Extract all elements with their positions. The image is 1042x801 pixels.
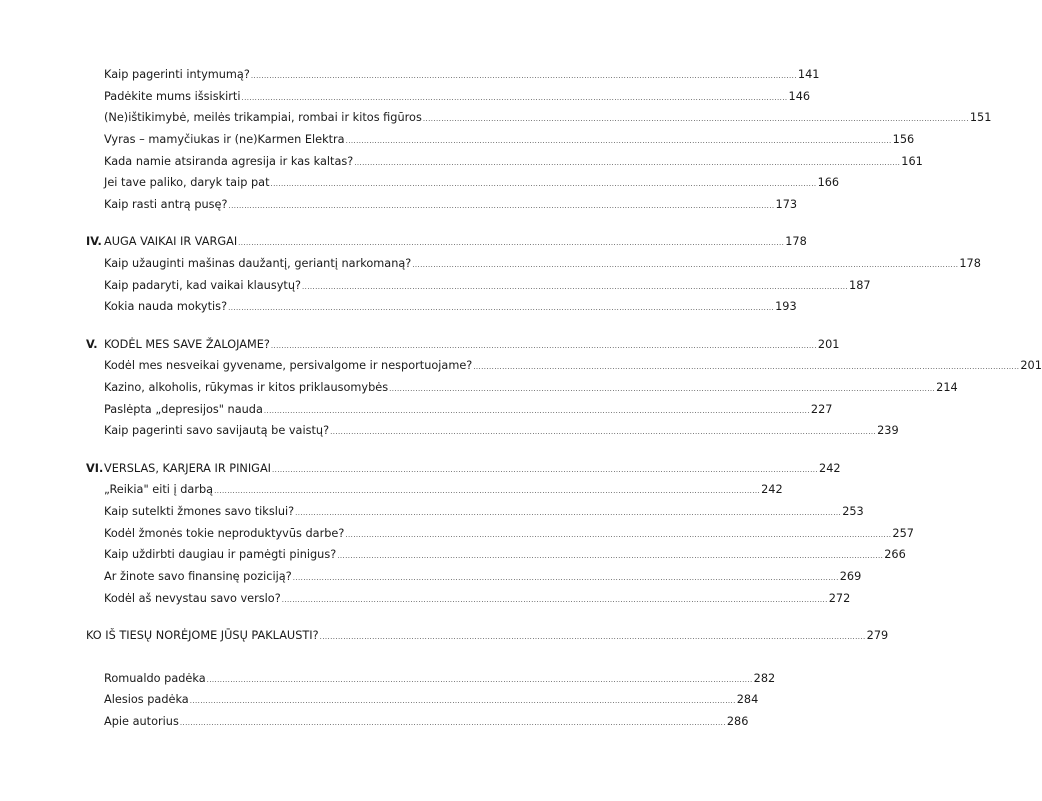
toc-entry[interactable]: [86, 424, 899, 446]
page-number: 284: [736, 693, 759, 707]
entry-title: Vyras – mamyčiukas ir (ne)Karmen Elektra: [104, 133, 345, 147]
toc-chapter-entry[interactable]: [86, 337, 840, 360]
entry-title: Kokia nauda mokytis?: [104, 300, 228, 314]
entry-title: Alesios padėka: [104, 693, 189, 707]
dot-leader: [214, 487, 760, 495]
page-number: 272: [828, 591, 851, 605]
dot-leader: [228, 202, 774, 210]
entry-title: Kodėl aš nevystau savo verslo?: [104, 591, 281, 605]
entry-title: VERSLAS, KARJERA IR PINIGAI: [104, 461, 271, 475]
toc-entry[interactable]: [86, 89, 811, 112]
dot-leader: [228, 304, 774, 312]
section-gap: [86, 446, 484, 462]
chapter-number: IV.: [86, 235, 102, 249]
page-number: 151: [969, 111, 992, 125]
entry-title: Jei tave paliko, daryk taip pat: [104, 176, 270, 190]
toc-entry[interactable]: [86, 628, 889, 651]
dot-leader: [302, 283, 848, 291]
dot-leader: [423, 115, 969, 123]
page-number: 214: [936, 380, 958, 394]
toc-entry[interactable]: [86, 359, 1042, 381]
toc-entry[interactable]: [86, 402, 833, 425]
page-number: 201: [817, 337, 840, 351]
entry-title: AUGA VAIKAI IR VARGAI: [104, 235, 238, 249]
entry-title: Kodėl mes nesveikai gyvename, persivalgome ir nesportuojame?: [104, 359, 473, 373]
entry-title: Kaip pagerinti savo savijautą be vaistų?: [104, 424, 330, 438]
dot-leader: [295, 509, 841, 517]
toc-chapter-entry[interactable]: [86, 235, 807, 257]
toc-entry[interactable]: [86, 154, 923, 177]
section-gap: [86, 220, 484, 236]
entry-title: „Reikia" eiti į darbą: [104, 483, 214, 497]
dot-leader: [473, 363, 1019, 371]
entry-title: Kaip užauginti mašinas daužantį, geriantį narkomaną?: [104, 257, 412, 270]
dot-leader: [354, 159, 900, 167]
entry-title: Kaip rasti antrą pusę?: [104, 198, 228, 212]
page-number: 257: [892, 526, 914, 540]
dot-leader: [412, 261, 958, 269]
entry-title: KODĖL MES SAVE ŽALOJAME?: [104, 337, 270, 351]
page-number: 156: [892, 133, 915, 147]
toc-entry[interactable]: [86, 504, 864, 527]
page-number: 187: [849, 278, 871, 292]
entry-title: Apie autorius: [104, 714, 179, 728]
dot-leader: [207, 676, 753, 684]
section-gap: [86, 651, 484, 672]
page-number: 193: [775, 300, 797, 314]
dot-leader: [251, 72, 797, 80]
page-number: 282: [753, 671, 776, 685]
toc-entry[interactable]: [86, 68, 820, 90]
toc-entry[interactable]: [86, 548, 906, 570]
dot-leader: [282, 596, 828, 604]
toc-entry[interactable]: [86, 257, 981, 279]
page-number: 239: [877, 424, 899, 438]
page-number: 141: [797, 68, 820, 81]
toc-entry[interactable]: [86, 176, 840, 198]
page-number: 173: [775, 198, 798, 212]
page-number: 166: [817, 176, 840, 190]
page-number: 286: [726, 714, 749, 728]
section-gap: [86, 613, 484, 629]
dot-leader: [238, 239, 784, 247]
toc-entry[interactable]: [86, 591, 851, 614]
page-number: 279: [866, 628, 889, 642]
toc-entry[interactable]: [86, 111, 992, 133]
toc-entry[interactable]: [86, 671, 776, 694]
page-number: 242: [761, 483, 783, 497]
dot-leader: [293, 574, 839, 582]
toc-chapter-entry[interactable]: [86, 461, 841, 484]
dot-leader: [190, 697, 736, 705]
table-of-contents: [86, 68, 1042, 737]
dot-leader: [337, 552, 883, 560]
dot-leader: [180, 719, 726, 727]
page-number: 253: [842, 504, 864, 518]
toc-entry[interactable]: [86, 133, 915, 155]
dot-leader: [241, 94, 787, 102]
dot-leader: [320, 633, 866, 641]
dot-leader: [346, 137, 892, 145]
toc-entry[interactable]: [86, 278, 871, 301]
dot-leader: [271, 342, 817, 350]
dot-leader: [264, 407, 810, 415]
page-number: 178: [959, 257, 981, 270]
entry-title: KO IŠ TIESŲ NORĖJOME JŪSŲ PAKLAUSTI?: [86, 628, 319, 642]
page-number: 178: [785, 235, 807, 249]
page-number: 266: [884, 548, 906, 562]
page-number: 242: [819, 461, 841, 475]
entry-title: Paslėpta „depresijos" nauda: [104, 402, 263, 416]
toc-entry[interactable]: [86, 380, 958, 403]
page-number: 146: [788, 89, 811, 103]
dot-leader: [389, 385, 935, 393]
entry-title: Kaip sutelkti žmones savo tikslui?: [104, 504, 295, 518]
entry-title: Kaip uždirbti daugiau ir pamėgti pinigus?: [104, 548, 337, 562]
entry-title: Kaip padaryti, kad vaikai klausytų?: [104, 278, 301, 292]
entry-title: Kaip pagerinti intymumą?: [104, 68, 250, 81]
toc-entry[interactable]: [86, 483, 783, 505]
toc-entry[interactable]: [86, 714, 749, 737]
toc-entry[interactable]: [86, 693, 759, 715]
entry-title: (Ne)ištikimybė, meilės trikampiai, rombai ir kitos figūros: [104, 111, 422, 125]
toc-entry[interactable]: [86, 526, 914, 549]
dot-leader: [330, 428, 876, 436]
dot-leader: [345, 531, 891, 539]
page-number: 161: [901, 154, 923, 168]
entry-title: Romualdo padėka: [104, 671, 206, 685]
entry-title: Ar žinote savo finansinę poziciją?: [104, 569, 292, 583]
entry-title: Kada namie atsiranda agresija ir kas kaltas?: [104, 154, 354, 168]
section-gap: [86, 322, 484, 338]
dot-leader: [271, 180, 817, 188]
chapter-number: VI.: [86, 461, 104, 475]
toc-entry[interactable]: [86, 300, 797, 322]
dot-leader: [272, 466, 818, 474]
entry-title: Padėkite mums išsiskirti: [104, 89, 241, 103]
entry-title: Kazino, alkoholis, rūkymas ir kitos priklausomybės: [104, 380, 389, 394]
page-number: 201: [1020, 359, 1042, 373]
page-number: 269: [839, 569, 862, 583]
entry-title: Kodėl žmonės tokie neproduktyvūs darbe?: [104, 526, 345, 540]
toc-entry[interactable]: [86, 198, 798, 220]
toc-entry[interactable]: [86, 569, 862, 592]
page-number: 227: [810, 402, 833, 416]
chapter-number: V.: [86, 337, 98, 351]
